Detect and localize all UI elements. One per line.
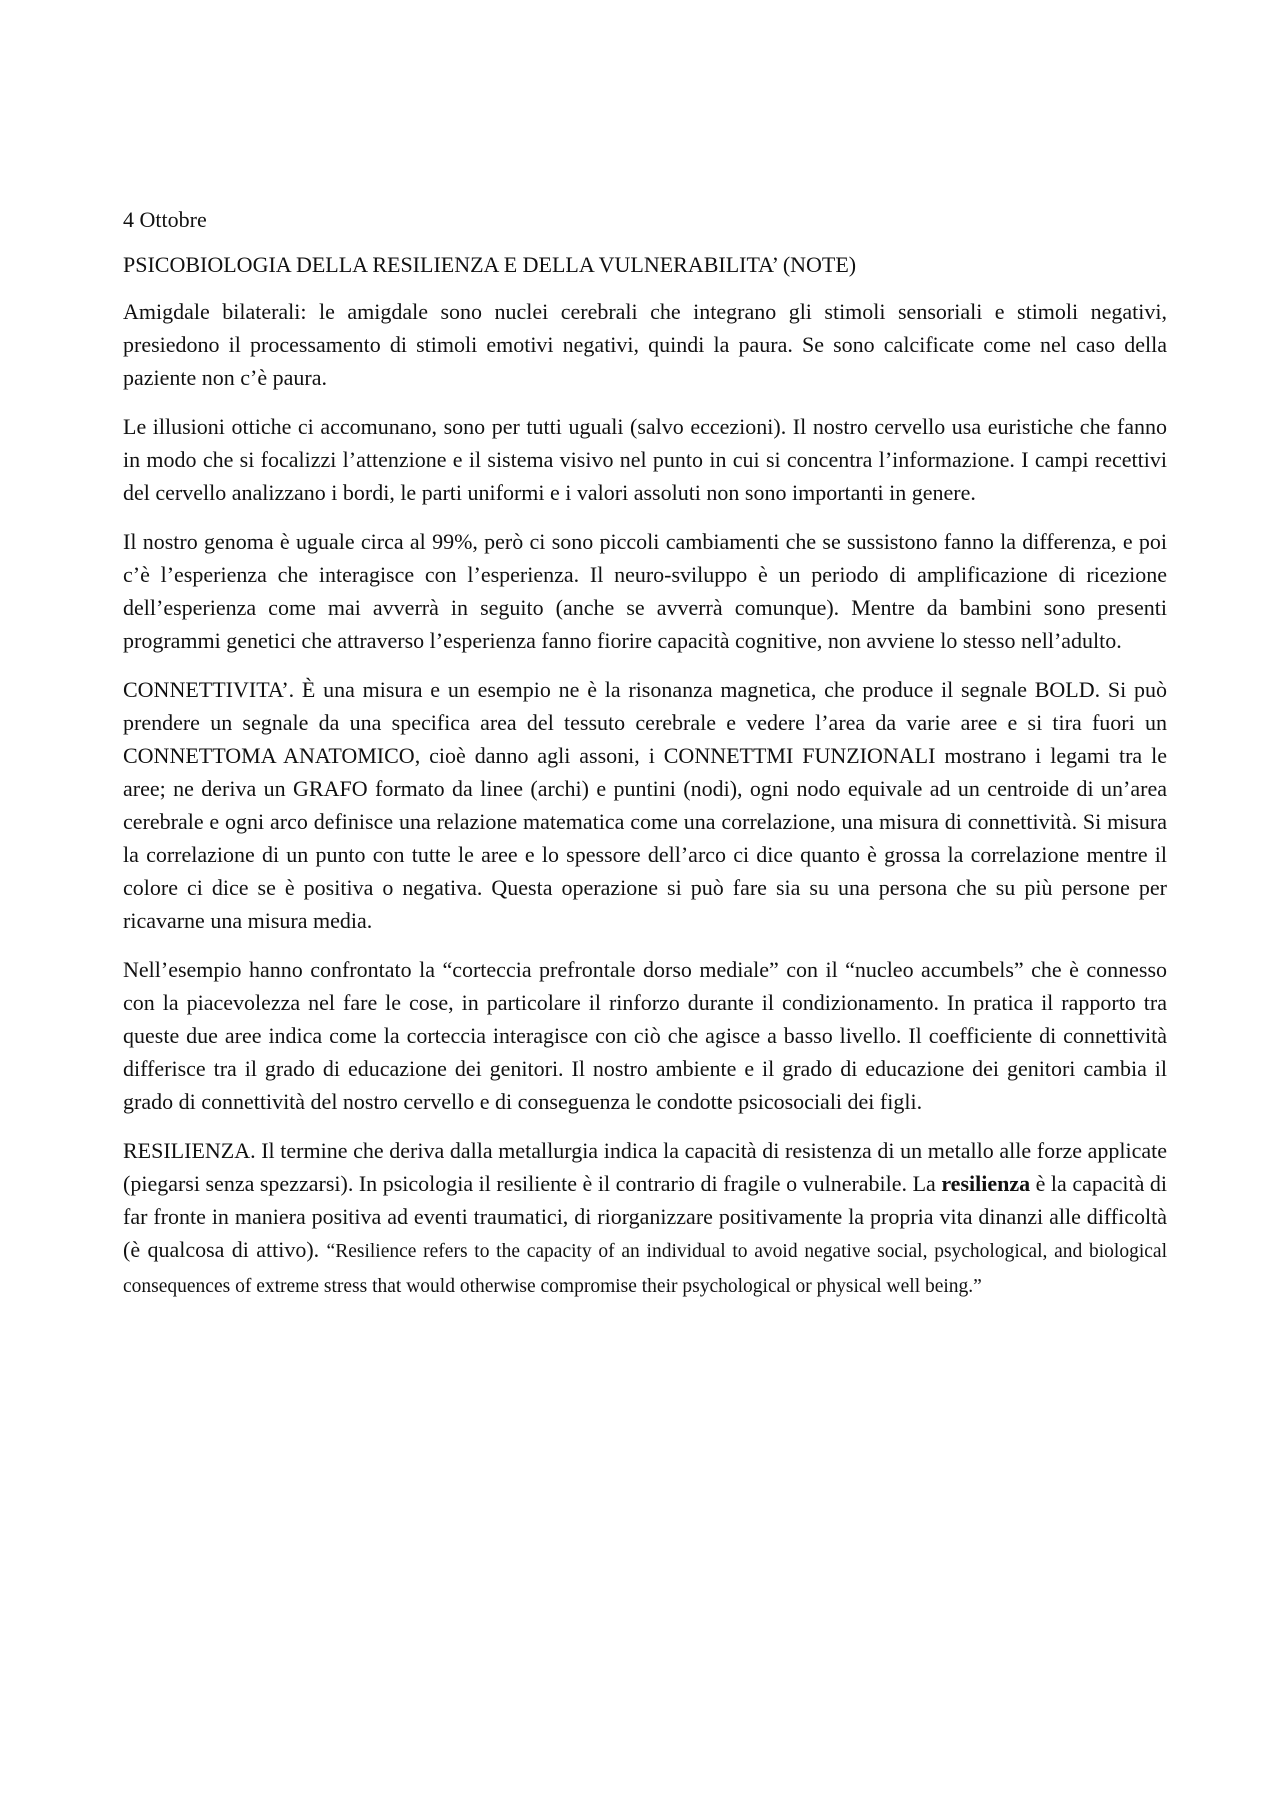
paragraph-genoma: Il nostro genoma è uguale circa al 99%, però ci sono piccoli cambiamenti che se sussistono fanno la differenza, e poi c’è l’esperienza che interagisce con l’esperienza. Il neuro-sviluppo è un periodo di amplificazione di ricezione dell’esperienza come mai avverrà in seguito (anche se avverrà comunque). Mentre da bambini sono presenti programmi genetici che attraverso l’esperienza fanno fiorire capacità cognitive, non avviene lo stesso nell’adulto. <box>123 529 1167 653</box>
paragraph-amigdale: Amigdale bilaterali: le amigdale sono nuclei cerebrali che integrano gli stimoli sensoriali e stimoli negativi, presiedono il processamento di stimoli emotivi negativi, quindi la paura. Se sono calcificate come nel caso della paziente non c’è paura. <box>123 299 1167 390</box>
paragraph-esempio: Nell’esempio hanno confrontato la “corteccia prefrontale dorso mediale” con il “nucleo accumbels” che è connesso con la piacevolezza nel fare le cose, in particolare il rinforzo durante il condizionamento. In pratica il rapporto tra queste due aree indica come la corteccia interagisce con ciò che agisce a basso livello. Il coefficiente di connettività differisce tra il grado di educazione dei genitori. Il nostro ambiente e il grado di educazione dei genitori cambia il grado di connettività del nostro cervello e di conseguenza le condotte psicosociali dei figli. <box>123 957 1167 1114</box>
paragraph-illusioni: Le illusioni ottiche ci accomunano, sono per tutti uguali (salvo eccezioni). Il nostro cervello usa euristiche che fanno in modo che si focalizzi l’attenzione e il sistema visivo nel punto in cui si concentra l’informazione. I campi recettivi del cervello analizzano i bordi, le parti uniformi e i valori assoluti non sono importanti in genere. <box>123 414 1167 505</box>
resilience-quote: “Resilience refers to the capacity of an individual to avoid negative social, psychological, and biological consequences of extreme stress that would otherwise compromise their psychological or physical well being.” <box>123 1241 1167 1297</box>
document-title: PSICOBIOLOGIA DELLA RESILIENZA E DELLA VULNERABILITA’ (NOTE) <box>123 252 857 277</box>
paragraph-resilienza <box>123 1134 1167 1303</box>
resilienza-text-2: è la capacità di far fronte in maniera positiva ad eventi traumatici, di riorganizzare positivamente la propria vita dinanzi alle difficoltà (è qualcosa di attivo). <box>123 1171 1168 1262</box>
resilienza-text-1: RESILIENZA. Il termine che deriva dalla metallurgia indica la capacità di resistenza di un metallo alle forze applicate (piegarsi senza spezzarsi). In psicologia il resiliente è il contrario di fragile o vulnerabile. La <box>123 1138 1167 1196</box>
document-body <box>123 203 1167 1319</box>
paragraph-connettivita: CONNETTIVITA’. È una misura e un esempio ne è la risonanza magnetica, che produce il segnale BOLD. Si può prendere un segnale da una specifica area del tessuto cerebrale e vedere l’area da varie aree e si tira fuori un CONNETTOMA ANATOMICO, cioè danno agli assoni, i CONNETTMI FUNZIONALI mostrano i legami tra le aree; ne deriva un GRAFO formato da linee (archi) e puntini (nodi), ogni nodo equivale ad un centroide di un’area cerebrale e ogni arco definisce una relazione matematica come una correlazione, una misura di connettività. Si misura la correlazione di un punto con tutte le aree e lo spessore dell’arco ci dice quanto è grossa la correlazione mentre il colore ci dice se è positiva o negativa. Questa operazione si può fare sia su una persona che su più persone per ricavarne una misura media. <box>123 677 1167 933</box>
resilienza-bold-term: resilienza <box>941 1171 1031 1196</box>
document-date: 4 Ottobre <box>123 207 207 232</box>
